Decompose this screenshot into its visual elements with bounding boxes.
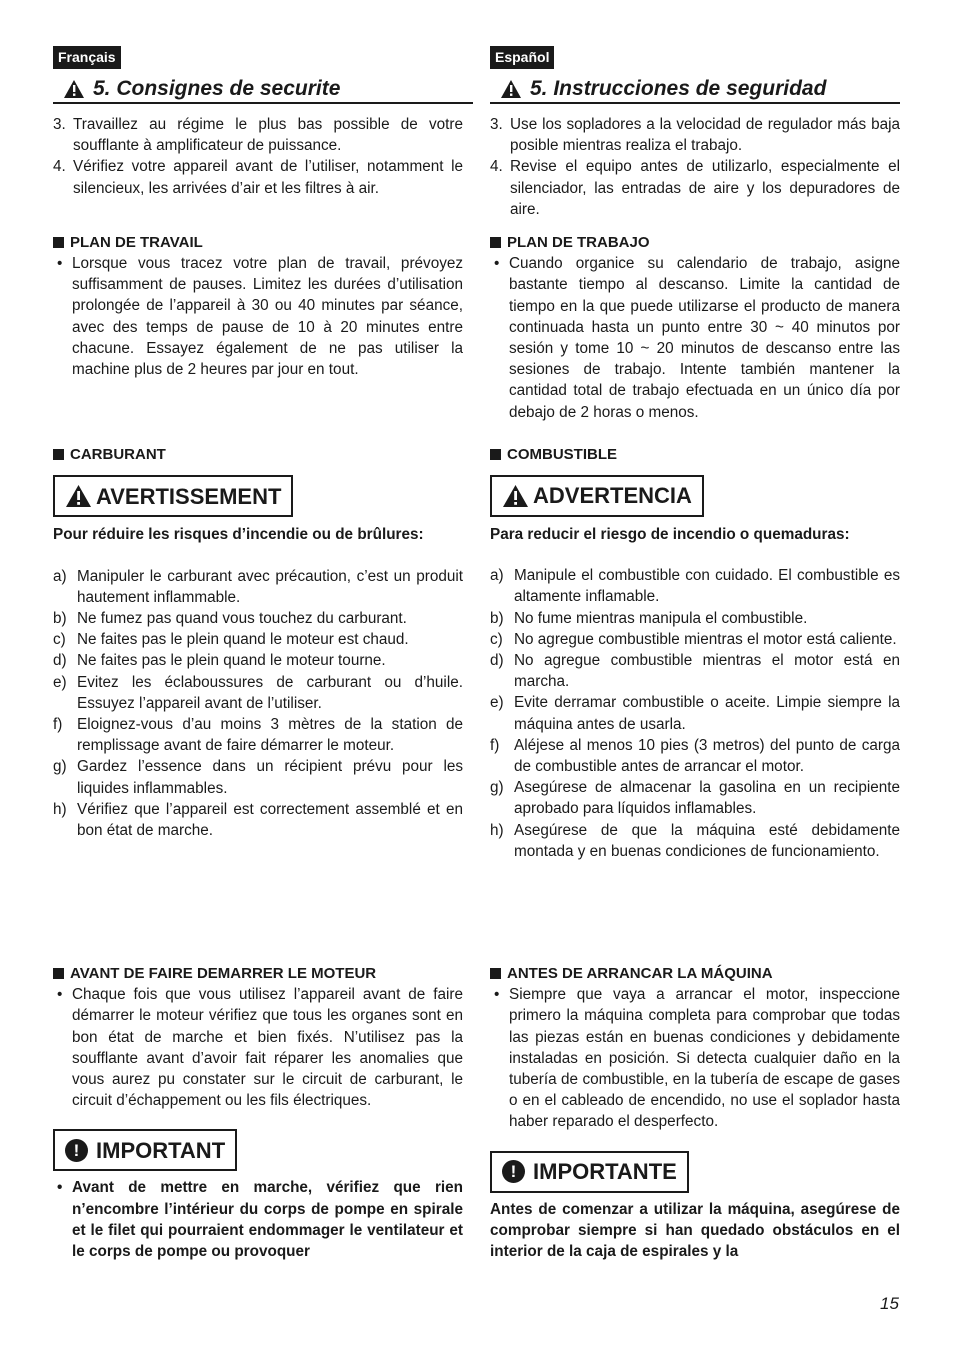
- warning-list-fr: [53, 566, 463, 842]
- subheading-fuel-es: COMBUSTIBLE: [490, 444, 900, 465]
- square-bullet-icon: [53, 237, 64, 248]
- exclamation-icon: !: [65, 1139, 88, 1162]
- warning-box-es: ADVERTENCIA: [490, 475, 704, 517]
- list-item: 4. Vérifiez votre appareil avant de l’utiliser, notamment le silencieux, les arrivées d’air et les filtres à air.: [53, 158, 463, 197]
- bullet-list-plan-fr: [53, 253, 463, 380]
- square-bullet-icon: [490, 449, 501, 460]
- list-item: f) Aléjese al menos 10 pies (3 metros) del punto de carga de combustible antes de arrancar el motor.: [490, 736, 900, 776]
- warning-triangle-icon: [65, 484, 92, 508]
- subheading-start-fr: AVANT DE FAIRE DEMARRER LE MOTEUR: [53, 963, 463, 984]
- warning-box-fr: AVERTISSEMENT: [53, 475, 293, 517]
- list-item: h) Vérifiez que l’appareil est correctement assemblé et en bon état de marche.: [53, 800, 463, 840]
- warning-list-es: [490, 565, 900, 862]
- subheading-plan-fr: PLAN DE TRAVAIL: [53, 232, 463, 253]
- list-item: • Chaque fois que vous utilisez l’appareil avant de faire démarrer le moteur vérifiez que tous les organes sont en bon état de marche et bien fixés. N’utilisez pas la soufflante avant d’avoir fait réparer les anomalies que vous aurez pu constater sur le circuit de carburant, le circuit d’échappement ou les fils électriques.: [57, 986, 463, 1110]
- list-item: c) No agregue combustible mientras el motor está caliente.: [490, 630, 897, 648]
- warning-triangle-icon: [500, 79, 522, 99]
- language-tag-fr: Français: [53, 46, 121, 69]
- subheading-fuel-fr: CARBURANT: [53, 444, 463, 465]
- page-number: 15: [880, 1294, 899, 1313]
- list-item: • Siempre que vaya a arrancar el motor, inspeccione primero la máquina completa para comprobar que todas las piezas están en buenas condiciones y debidamente instaladas en posición. Si detecta cualquier daño en la tubería de combustible, en la tubería de escape de gases o en el cableado de encendido, no use el soplador hasta haber reparado el desperfecto.: [494, 986, 900, 1131]
- important-list-fr: [53, 1177, 463, 1262]
- important-box-fr: ! IMPORTANT: [53, 1129, 237, 1171]
- spanish-column-lower: [490, 963, 900, 1262]
- warning-triangle-icon: [502, 484, 529, 508]
- subheading-plan-es: PLAN DE TRABAJO: [490, 232, 900, 253]
- warning-triangle-icon: [63, 79, 85, 99]
- list-item: 3. Travaillez au régime le plus bas possible de votre soufflante à amplificateur de puissance.: [53, 116, 463, 155]
- important-text-es: Antes de comenzar a utilizar la máquina, asegúrese de comprobar siempre si han quedado obstáculos en el interior de la caja de espirales y la: [490, 1200, 900, 1261]
- warning-intro-fr: Pour réduire les risques d’incendie ou de brûlures:: [53, 526, 424, 544]
- section-title-fr: 5. Consignes de securite: [53, 75, 473, 104]
- french-column-lower: [53, 963, 463, 1262]
- list-item: g) Asegúrese de almacenar la gasolina en un recipiente aprobado para líquidos inflamables.: [490, 779, 900, 818]
- bullet-list-start-fr: [53, 984, 463, 1111]
- bullet-list-plan-es: [490, 253, 900, 423]
- bullet-list-start-es: [490, 984, 900, 1132]
- list-item: b) Ne fumez pas quand vous touchez du carburant.: [53, 610, 407, 628]
- list-item: 4. Revise el equipo antes de utilizarlo, especialmente el silenciador, las entradas de aire y los depuradores de aire.: [490, 158, 900, 218]
- list-item: a) Manipuler le carburant avec précaution, c’est un produit hautement inflammable.: [53, 567, 463, 606]
- subheading-start-es: ANTES DE ARRANCAR LA MÁQUINA: [490, 963, 900, 984]
- list-item: c) Ne faites pas le plein quand le moteur est chaud.: [53, 631, 409, 649]
- list-item: • Lorsque vous tracez votre plan de travail, prévoyez suffisamment de pauses. Limitez les durées d’utilisation prolongée de l’appareil à 30 ou 40 minutes par séance, avec des temps de pause de 10 à 20 minutes entre chacune. Essayez également de ne pas utiliser la machine plus de 2 heures par jour en tout.: [57, 255, 463, 379]
- numbered-list-fr: [53, 114, 463, 199]
- important-box-es: ! IMPORTANTE: [490, 1151, 689, 1193]
- list-item: g) Gardez l’essence dans un récipient prévu pour les liquides inflammables.: [53, 758, 463, 797]
- list-item: d) Ne faites pas le plein quand le moteur tourne.: [53, 652, 386, 670]
- numbered-list-es: [490, 114, 900, 220]
- list-item: a) Manipule el combustible con cuidado. El combustible es altamente inflamable.: [490, 567, 900, 606]
- list-item: b) No fume mientras manipula el combustible.: [490, 609, 808, 627]
- list-item: d) No agregue combustible mientras el motor está en marcha.: [490, 652, 900, 691]
- spanish-column: [490, 46, 900, 862]
- language-tag-es: Español: [490, 46, 554, 69]
- exclamation-icon: !: [502, 1160, 525, 1183]
- square-bullet-icon: [53, 449, 64, 460]
- list-item: 3. Use los sopladores a la velocidad de regulador más baja posible mientras realiza el trabajo.: [490, 116, 900, 155]
- french-column: [53, 46, 463, 841]
- list-item: f) Eloignez-vous d’au moins 3 mètres de la station de remplissage avant de faire démarrer le moteur.: [53, 716, 463, 755]
- list-item: e) Evitez les éclaboussures de carburant ou d’huile. Essuyez l’appareil avant de l’utiliser.: [53, 673, 463, 712]
- square-bullet-icon: [490, 968, 501, 979]
- warning-intro-es: Para reducir el riesgo de incendio o quemaduras:: [490, 526, 850, 544]
- list-item: • Avant de mettre en marche, vérifiez que rien n’encombre l’intérieur du corps de pompe en spirale et le filet qui pourraient endommager le ventilateur et le corps de pompe ou provoquer: [57, 1179, 463, 1261]
- list-item: • Cuando organice su calendario de trabajo, asigne bastante tiempo al descanso. Limite la cantidad de tiempo en la que puede utilizarse el producto de manera continuada hasta un punto entre 30 ~ 40 minutos por sesión y tome 10 ~ 20 minutos de descanso entre las sesiones de trabajo. Intente también mantener la cantidad total de trabajo efectuada en un único día por debajo de 2 horas o menos.: [494, 255, 900, 421]
- list-item: h) Asegúrese de que la máquina esté debidamente montada y en buenas condiciones de funcionamiento.: [490, 821, 900, 860]
- square-bullet-icon: [53, 968, 64, 979]
- list-item: e) Evite derramar combustible o aceite. Limpie siempre la máquina antes de usarla.: [490, 694, 900, 733]
- square-bullet-icon: [490, 237, 501, 248]
- section-title-es: 5. Instrucciones de seguridad: [490, 75, 900, 104]
